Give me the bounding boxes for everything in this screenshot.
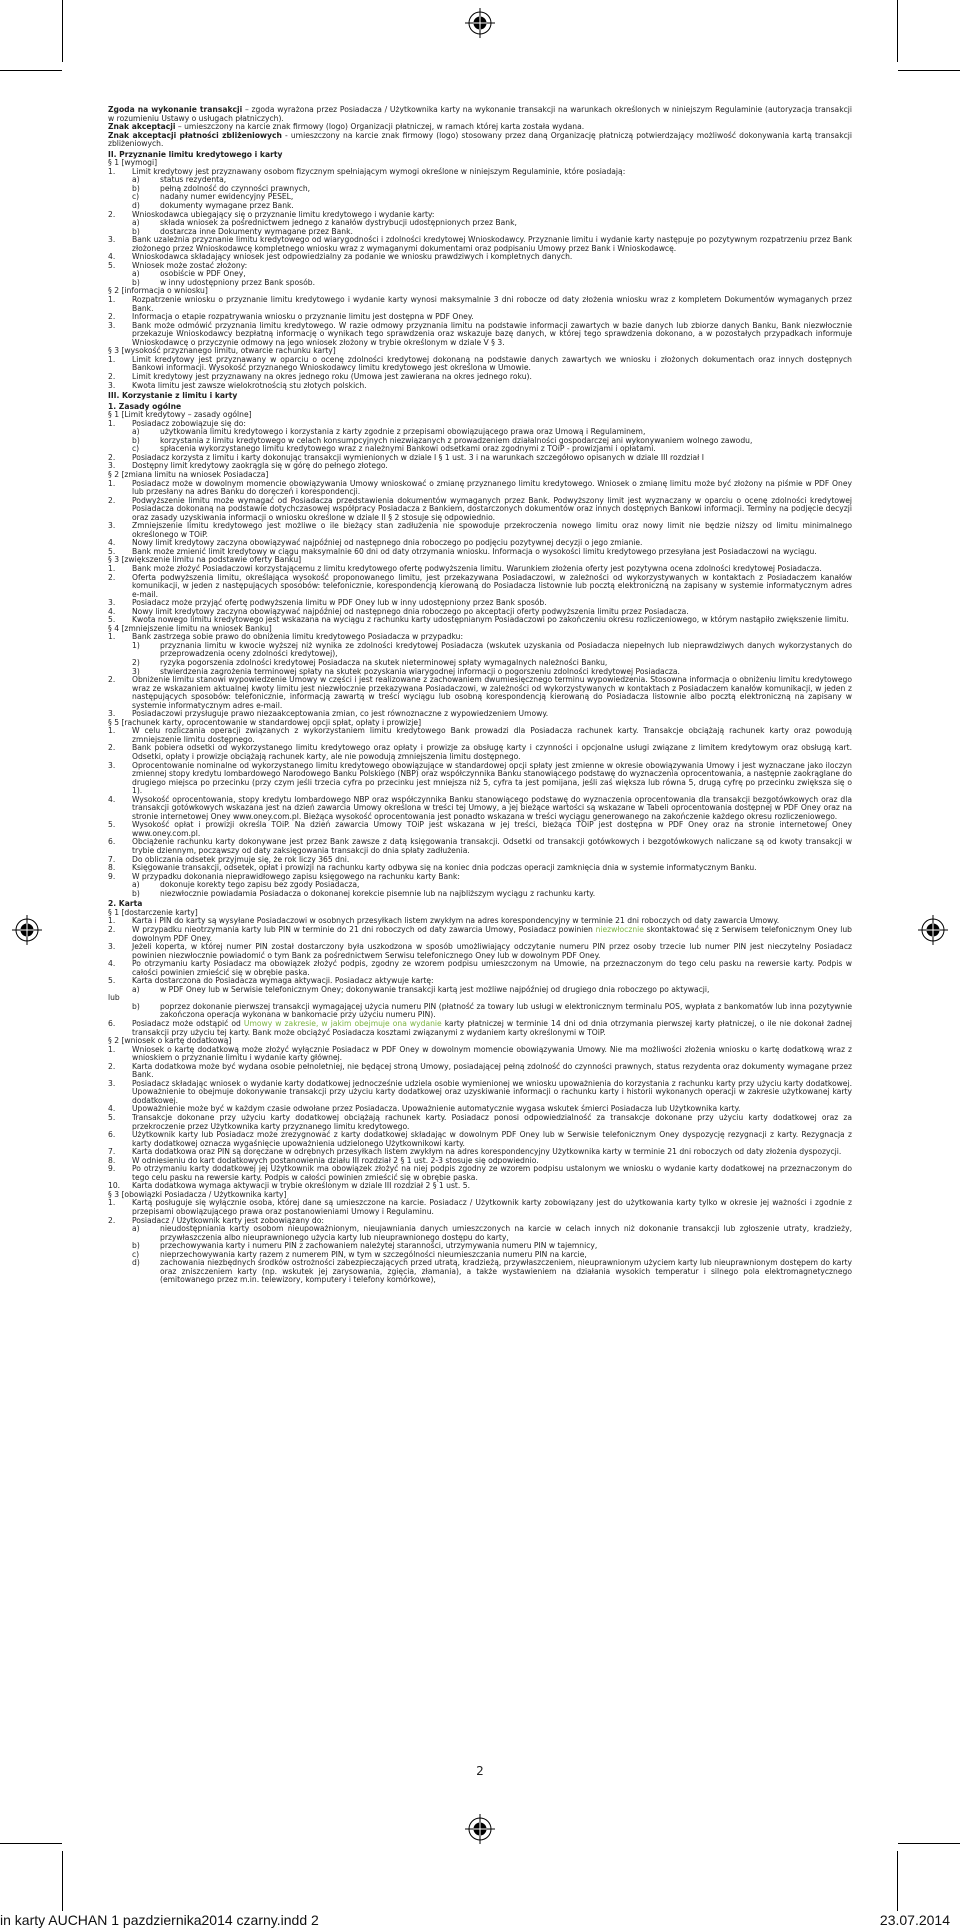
item-text: Karta dodatkowa wymaga aktywacji w trybie określonym w dziale III rozdział 2 § 1 ust. 5.	[132, 1181, 470, 1191]
item-text: status rezydenta,	[160, 175, 227, 185]
item-number: 3.	[108, 235, 116, 245]
definition-text: – umieszczony na karcie znak firmowy (logo) Organizacji płatniczej, w ramach której karta została wydana.	[175, 122, 585, 132]
item-text: dokumenty wymagane przez Bank.	[160, 201, 294, 211]
item-number: 5.	[108, 260, 116, 270]
item-text: Dostępny limit kredytowy zaokrągla się w górę do pełnego złotego.	[132, 461, 388, 471]
item-text: Bank może złożyć Posiadaczowi korzystającemu z limitu kredytowego ofertę podwyższenia limitu. Warunkiem złożenia oferty jest pozytywna ocena zdolności kredytowej Posiadacza.	[132, 563, 822, 573]
crop-mark	[897, 1851, 898, 1911]
item-number: 5.	[108, 820, 116, 830]
item-text: nieprzechowywania karty razem z numerem PIN, w tym w szczególności nieumieszczania numeru PIN na karcie,	[160, 1249, 587, 1259]
item-text: Upoważnienie może być w każdym czasie odwołane przez Posiadacza. Upoważnienie automatycznie wygasa wskutek śmierci Posiadacza lub Użytkownika karty.	[132, 1104, 741, 1114]
item-number: 2.	[108, 1061, 116, 1071]
list-item	[108, 1199, 852, 1216]
item-text: Posiadacz może w dowolnym momencie obowiązywania Umowy wnioskować o zmianę przyznanego limitu kredytowego. Wniosek o zmianę limitu może być złożony na piśmie w PDF Oney lub przesłany na adres Banku do doręczeń i korespondencji.	[132, 478, 852, 497]
item-text: przyznania limitu w kwocie wyższej niż wynika ze zdolności kredytowej Posiadacza (wskutek uzyskania od Posiadacza niepełnych lub nieprawdziwych danych wykorzystanych do przeprowadzenia oceny zdolności kredytowej),	[160, 640, 852, 659]
item-text: Oprocentowanie nominalne od wykorzystanego limitu kredytowego obowiązujące w standardowej opcji spłaty jest zmienne w okresie obowiązywania Umowy i jest wyznaczane jako iloczyn zmiennej stopy kredytu lombardowego Narodowego Banku Polskiego (NBP) oraz współczynnika Banku stanowiącego podstawę do wyznaczenia oprocentowania, a następnie zaokrąglane do drugiego miejsca po przecinku (przy czym jeśli trzecia cyfra po przecinku jest mniejsza niż 5, cyfra ta jest pomijana, jeśli zaś większa lub równa 5, drugą cyfrę po przecinku zwiększa się o 1).	[132, 760, 852, 796]
paragraph: § 5 [rachunek karty, oprocentowanie w standardowej opcji spłat, opłaty i prowizje]	[108, 717, 422, 727]
paragraph: § 2 [wniosek o kartę dodatkową]	[108, 1036, 232, 1046]
item-number: a)	[132, 984, 140, 994]
defined-term: Znak akceptacji płatności zbliżeniowych	[108, 130, 282, 140]
list-item	[108, 322, 852, 348]
item-number: 7.	[108, 1147, 116, 1157]
list-item	[108, 1020, 852, 1037]
item-number: 7.	[108, 854, 116, 864]
footer-filename: in karty AUCHAN 1 pazdziernika2014 czarny.indd 2	[0, 1912, 319, 1928]
item-text: niezwłocznie powiadamia Posiadacza o dokonanej korekcie pisemnie lub na najbliższym wyciągu z rachunku karty.	[160, 888, 596, 898]
item-number: b)	[132, 435, 140, 445]
item-text: Posiadaczowi przysługuje prawo niezaakceptowania zmian, co jest równoznaczne z wypowiedzeniem Umowy.	[132, 709, 549, 719]
item-number: 1.	[108, 418, 116, 428]
item-text: Limit kredytowy jest przyznawany na okres jednego roku (Umowa jest zawierana na okres jednego roku).	[132, 371, 532, 381]
item-text: Wniosek o kartę dodatkową może złożyć wyłącznie Posiadacz w PDF Oney w dowolnym momencie obowiązywania Umowy. Nie ma możliwości złożenia wniosku o kartę dodatkową wraz z wnioskiem o przyznanie limitu i wydanie karty głównej.	[132, 1044, 852, 1063]
item-text-part: Posiadacz może odstąpić od	[132, 1018, 244, 1028]
item-number: c)	[132, 1249, 140, 1259]
item-number: 2.	[108, 495, 116, 505]
item-text: ryzyka pogorszenia zdolności kredytowej Posiadacza na skutek nieterminowej spłaty wymagalnych należności Banku,	[160, 658, 608, 667]
crop-mark	[0, 70, 62, 71]
item-text: Posiadacz zobowiązuje się do:	[132, 418, 246, 428]
list-item	[108, 497, 852, 523]
list-item	[108, 821, 852, 838]
list-item	[108, 382, 852, 391]
item-text: Wniosek może zostać złożony:	[132, 260, 248, 270]
section-heading: II. Przyznanie limitu kredytowego i karty	[108, 149, 283, 159]
list-item	[108, 926, 852, 943]
highlighted-text: Umowy w zakresie, w jakim obejmuje ona wydanie	[243, 1018, 442, 1028]
registration-mark-bottom	[465, 1814, 495, 1844]
item-text: Bank uzależnia przyznanie limitu kredytowego od wiarygodności i zdolności kredytowej Wnioskodawcy. Przyznanie limitu i wydanie karty następuje po pozytywnym rozpatrzeniu przez Bank złożonego przez Wnioskodawcę kompletnego wniosku wraz z wymaganymi dokumentami oraz podpisaniu Umowy przez Bank i Wnioskodawcę.	[132, 235, 852, 253]
defined-term: Znak akceptacji	[108, 122, 176, 132]
item-number: c)	[132, 444, 140, 454]
item-number: 2.	[108, 675, 116, 685]
item-text-part: skontaktować się z Serwisem telefonicznym Oney lub dowolnym PDF Oney.	[132, 924, 852, 943]
paragraph: § 4 [zmniejszenie limitu na wniosek Banku]	[108, 623, 272, 633]
item-text: dostarcza inne Dokumenty wymagane przez Bank.	[160, 226, 353, 236]
item-number: 3.	[108, 320, 116, 330]
crop-mark	[0, 1843, 62, 1844]
crop-mark	[62, 1851, 63, 1911]
item-text: poprzez dokonanie pierwszej transakcji wymagającej użycia numeru PIN (płatność za towary lub usługi w elektronicznym terminalu POS, wypłata z bankomatów lub inna pozytywnie zakończona operacja wykonana w bankomacie przy użyciu numeru PIN).	[160, 1001, 852, 1020]
item-number: 5.	[108, 976, 116, 986]
item-text: użytkowania limitu kredytowego i korzystania z karty zgodnie z przepisami obowiązującego prawa oraz Umową i Regulaminem,	[160, 427, 646, 437]
item-number: 5.	[108, 615, 116, 625]
item-number: 3)	[132, 666, 140, 676]
sub-list-item	[108, 890, 852, 899]
item-text: Wysokość oprocentowania, stopy kredytu lombardowego NBP oraz współczynnika Banku stanowiącego podstawę do wyznaczenia oprocentowania dla transakcji bezgotówkowych oraz dla transakcji gotówkowych wskazana jest na dzień zawarcia Umowy określona w treści tej Umowy, a jej bieżące wartości są wskazane w Tabeli oprocentowania dostępnej w PDF Oney oraz na stronie internetowej Oney www.oney.com.pl. Bieżąca wysokość oprocentowania jest ponadto wskazana w treści wyciągu generowanego na zakończenie każdego okresu rozliczeniowego.	[132, 794, 852, 821]
item-text: Nowy limit kredytowy zaczyna obowiązywać najpóźniej od następnego dnia roboczego po podjęciu pozytywnej decyzji o jego zmianie.	[132, 538, 643, 548]
list-item	[108, 574, 852, 600]
item-text: Wnioskodawca ubiegający się o przyznanie limitu kredytowego i wydanie karty:	[132, 209, 435, 219]
list-item	[108, 762, 852, 796]
definition-text: – zgoda wyrażona przez Posiadacza / Użytkownika karty na wykonanie transakcji na warunkach określonych w niniejszym Regulaminie (autoryzacja transakcji w rozumieniu Ustawy o usługach płatniczych).	[108, 105, 852, 123]
list-item	[108, 744, 852, 761]
item-text: W celu rozliczania operacji związanych z wykorzystaniem limitu kredytowego Bank prowadzi dla Posiadacza rachunek karty. Transakcje obciążają rachunek karty oraz powodują zmniejszenie limitu dostępnego.	[132, 726, 852, 744]
list-item	[108, 356, 852, 373]
sub-list-item	[108, 642, 852, 659]
item-text: Po otrzymaniu karty Posiadacz ma obowiązek złożyć podpis, zgodny ze wzorem podpisu umieszczonym na Umowie, na przeznaczonym do tego celu pasku na rewersie karty. Podpis w całości powinien zmieścić się w obrębie paska.	[132, 959, 852, 977]
list-item	[108, 296, 852, 313]
item-text	[132, 926, 852, 943]
item-text: Karta i PIN do karty są wysyłane Posiadaczowi w osobnych przesyłkach listem zwykłym na adres korespondencyjny w terminie 21 dni roboczych od daty zawarcia Umowy.	[132, 916, 780, 926]
item-number: 1.	[108, 1044, 116, 1054]
item-number: b)	[132, 277, 140, 287]
item-number: b)	[132, 1001, 140, 1011]
item-number: 1.	[108, 726, 116, 736]
item-text: Limit kredytowy jest przyznawany osobom fizycznym spełniającym wymogi określone w niniejszym Regulaminie, które posiadają:	[132, 166, 626, 176]
sub-list-item	[108, 986, 852, 995]
item-number: 6.	[108, 1130, 116, 1140]
item-text: Karta dodatkowa oraz PIN są doręczane w odrębnych przesyłkach listem zwykłym na adres korespondencyjny Użytkownika karty w terminie 21 dni roboczych od daty złożenia dyspozycji.	[132, 1147, 842, 1157]
paragraph: § 1 [Limit kredytowy – zasady ogólne]	[108, 410, 252, 420]
item-text: Transakcje dokonane przy użyciu karty dodatkowej obciążają rachunek karty. Posiadacz ponosi odpowiedzialność za transakcje dokonane przy użyciu karty dodatkowej oraz za przekroczenie przez Użytkownika karty przyznanego limitu kredytowego.	[132, 1112, 852, 1131]
item-text: korzystania z limitu kredytowego w celach konsumpcyjnych niezwiązanych z prowadzeniem działalności gospodarczej ani wykonywaniem wolnego zawodu,	[160, 435, 753, 445]
item-number: 3.	[108, 760, 116, 770]
item-number: 9.	[108, 871, 116, 881]
item-text: Kwota nowego limitu kredytowego jest wskazana na wyciągu z rachunku karty udostępnianym Posiadaczowi po zakończeniu okresu rozliczeniowego, w którym nastąpiło zwiększenie limitu.	[132, 615, 849, 625]
item-number: 4.	[108, 1104, 116, 1114]
item-text: Posiadacz może przyjąć ofertę podwyższenia limitu w PDF Oney lub w inny udostępniony przez Bank sposób.	[132, 598, 547, 608]
item-text: pełną zdolność do czynności prawnych,	[160, 183, 311, 193]
item-number: a)	[132, 269, 140, 279]
list-item	[108, 796, 852, 822]
item-text: Podwyższenie limitu może wymagać od Posiadacza przedstawienia dokumentów wymaganych przez Bank. Podwyższony limit jest wyznaczany w oparciu o ocenę zdolności kredytowej Posiadacza dokonaną na podstawie dotychczasowej współpracy Posiadacza z Bankiem, dostarczonych dokumentów oraz innych dostępnych Bankowi informacji. Terminy na podjęcie decyzji oraz zasady uzyskiwania informacji o wniosku określone w dziale II § 2 stosuje się odpowiednio.	[132, 495, 852, 522]
item-number: 1)	[132, 640, 140, 650]
item-number: 4.	[108, 538, 116, 548]
item-number: 3.	[108, 1078, 116, 1088]
item-number: 4.	[108, 606, 116, 616]
list-item	[108, 1114, 852, 1131]
item-text: Posiadacz składając wniosek o wydanie karty dodatkowej jednocześnie udziela osobie wymienionej we wniosku upoważnienia do korzystania z rachunku karty przy użyciu karty dodatkowej. Upoważnienie to obejmuje dokonywanie transakcji przy użyciu karty dodatkowej oraz uzyskiwanie informacji o rachunku karty i historii wykonanych operacji w zakresie użytkowanej karty dodatkowej.	[132, 1078, 852, 1105]
crop-mark	[898, 70, 960, 71]
item-number: 8.	[108, 1155, 116, 1165]
paragraph: § 3 [zwiększenie limitu na podstawie oferty Banku]	[108, 555, 302, 565]
list-item	[108, 1131, 852, 1148]
item-number: c)	[132, 192, 140, 202]
item-number: 2)	[132, 658, 140, 667]
item-number: 5.	[108, 1112, 116, 1122]
crop-mark	[898, 1843, 960, 1844]
item-text: Wysokość opłat i prowizji określa TOiP. Na dzień zawarcia Umowy TOiP jest wskazana w jej treści, bieżąca TOiP jest dostępna w PDF Oney oraz na stronie internetowej Oney www.oney.com.pl.	[132, 820, 852, 838]
list-item	[108, 838, 852, 855]
item-text: W przypadku dokonania nieprawidłowego zapisu księgowego na rachunku karty Bank:	[132, 871, 460, 881]
item-text: Bank może odmówić przyznania limitu kredytowego. W razie odmowy przyznania limitu na podstawie informacji zawartych w bazie danych lub zbiorze danych Banku, Bank niezwłocznie przekazuje Wnioskodawcy bezpłatną informację o wynikach tego sprawdzenia oraz wskazuje bazę danych, w której tego sprawdzenia dokonano, a w pozostałych przypadkach informuje Wnioskodawcę o przyczynie odmowy na jego wniosek złożony w trybie określonym w dziale V § 3.	[132, 320, 852, 347]
paragraph: § 3 [wysokość przyznanego limitu, otwarcie rachunku karty]	[108, 346, 336, 356]
item-number: 1.	[108, 1198, 116, 1208]
item-text: Informacja o etapie rozpatrywania wniosku o przyznanie limitu jest dostępna w PDF Oney.	[132, 312, 474, 322]
item-number: a)	[132, 880, 140, 890]
item-text: stwierdzenia zagrożenia terminowej spłaty na skutek pozyskania wiarygodnej informacji o pogorszeniu zdolności kredytowej Posiadacza.	[160, 666, 680, 676]
paragraph	[108, 106, 852, 123]
item-text: spłacenia wykorzystanego limitu kredytowego wraz z należnymi Bankowi odsetkami oraz zgodnymi z TOiP - prowizjami i opłatami.	[160, 444, 656, 454]
item-text: Do obliczania odsetek przyjmuje się, że rok liczy 365 dni.	[132, 854, 350, 864]
item-text: Wnioskodawca składający wniosek jest odpowiedzialny za podanie we wniosku prawdziwych i kompletnych danych.	[132, 252, 573, 262]
sub-list-item	[108, 1225, 852, 1242]
item-number: 3.	[108, 380, 116, 390]
item-number: 2.	[108, 312, 116, 322]
item-number: 1.	[108, 632, 116, 642]
list-item	[108, 522, 852, 539]
item-text: składa wniosek za pośrednictwem jednego z kanałów dystrybucji udostępnionych przez Bank,	[160, 218, 517, 228]
item-number: 4.	[108, 959, 116, 969]
item-text: Obniżenie limitu stanowi wypowiedzenie Umowy w części i jest realizowane z zachowaniem dwumiesięcznego terminu wypowiedzenia. Stosowna informacja o obniżeniu limitu kredytowego wraz ze wskazaniem aktualnej kwoty limitu jest niezwłocznie przekazywana Posiadaczowi, w zależności od wykorzystywanych w kontaktach z Posiadaczem kanałów komunikacji, w jeden z następujących sposobów: telefonicznie, informacją zawartą w treści wyciągu lub osobną korespondencją kierowaną do Posiadacza listownie albo pocztą elektroniczną na zapisany w systemie informatycznym adres e-mail.	[132, 675, 852, 710]
item-number: 2.	[108, 1215, 116, 1225]
item-text: Posiadacz / Użytkownik karty jest zobowiązany do:	[132, 1215, 324, 1225]
list-item	[108, 1046, 852, 1063]
list-item	[108, 236, 852, 253]
list-item	[108, 676, 852, 710]
item-number: 2.	[108, 743, 116, 753]
item-number: 2.	[108, 572, 116, 582]
item-text: Limit kredytowy jest przyznawany w oparciu o ocenę zdolności kredytowej dokonaną na podstawie danych zawartych we wniosku i złożonych dokumentach oraz innych dostępnych Bankowi informacji. Wysokość przyznanego Wnioskodawcy limitu kredytowego jest określona w Umowie.	[132, 354, 852, 373]
item-text: dokonuje korekty tego zapisu bez zgody Posiadacza,	[160, 880, 360, 890]
item-text: nadany numer ewidencyjny PESEL,	[160, 192, 294, 202]
item-number: 1.	[108, 295, 116, 305]
item-number: 2.	[108, 371, 116, 381]
item-text: Bank może zmienić limit kredytowy w ciągu maksymalnie 60 dni od daty otrzymania wniosku. Informacja o wysokości limitu kredytowego przesyłana jest Posiadaczowi na wyciągu.	[132, 546, 817, 556]
paragraph: § 3 [obowiązki Posiadacza / Użytkownika karty]	[108, 1189, 287, 1199]
item-number: 1.	[108, 478, 116, 488]
item-text	[132, 1020, 852, 1037]
item-text: Posiadacz korzysta z limitu i karty dokonując transakcji wymienionych w dziale I § 1 ust. 3 i na warunkach szczegółowo opisanych w dziale III rozdział I	[132, 452, 704, 462]
list-item	[108, 1165, 852, 1182]
item-number: a)	[132, 175, 140, 185]
footer-date: 23.07.2014	[879, 1912, 950, 1928]
item-text: Oferta podwyższenia limitu, określająca wysokość proponowanego limitu, jest przekazywana Posiadaczowi, w zależności od wykorzystywanych w kontaktach z Posiadaczem kanałów komunikacji, w jeden z następujących sposobów: telefonicznie, korespondencją kierowaną do Posiadacza listownie lub pocztą elektroniczną na zapisany w systemie informatycznym adres e-mail.	[132, 572, 852, 599]
registration-mark-top	[465, 8, 495, 38]
item-number: 9.	[108, 1164, 116, 1174]
item-number: 8.	[108, 863, 116, 873]
crop-mark	[897, 0, 898, 62]
page-number: 2	[476, 1764, 484, 1778]
item-text-part: karty płatniczej w terminie 14 dni od dnia otrzymania pierwszej karty płatniczej, o ile nie dokonał żadnej transakcji przy użyciu tej karty. Bank może obciążyć Posiadacza kosztami związanymi z wydaniem karty określonymi w TOiP.	[132, 1018, 853, 1037]
item-number: d)	[132, 1258, 140, 1268]
item-number: 1.	[108, 563, 116, 573]
paragraph: lub	[108, 993, 120, 1003]
item-text-part: W przypadku nieotrzymania karty lub PIN w terminie do 21 dni roboczych od daty zawarcia Umowy, Posiadacz powinien	[132, 924, 596, 934]
item-text: Bank pobiera odsetki od wykorzystanego limitu kredytowego oraz opłaty i prowizje za obsługę karty i czynności i opcjonalne usługi związane z limitem kredytowym oraz obsługą kart. Odsetki, opłaty i prowizje obciążają rachunek karty, ale nie powodują zmniejszenia limitu dostępnego.	[132, 743, 852, 762]
item-number: b)	[132, 888, 140, 898]
item-text: przechowywania karty i numeru PIN z zachowaniem należytej staranności, utrzymywania numeru PIN w tajemnicy,	[160, 1241, 598, 1251]
item-number: 3.	[108, 461, 116, 471]
item-text: Jeżeli koperta, w której numer PIN został dostarczony była uszkodzona w sposób umożliwiający odczytanie numeru PIN przez osoby trzecie lub numer PIN jest nieczytelny Posiadacz powinien niezwłocznie powiadomić o tym Bank za pośrednictwem Serwisu telefonicznego Oney lub w dowolnym PDF Oney.	[132, 942, 852, 960]
item-number: 2.	[108, 924, 116, 934]
item-number: b)	[132, 226, 140, 236]
item-text: w PDF Oney lub w Serwisie telefonicznym Oney; dokonywanie transakcji kartą jest możliwe najpóźniej od drugiego dnia roboczego po aktywacji,	[160, 984, 710, 994]
definition-text: - umieszczony na karcie znak firmowy (logo) stosowany przez daną Organizację płatniczą potwierdzający możliwość dokonywania kartą transakcji zbliżeniowych.	[108, 130, 852, 149]
item-number: b)	[132, 183, 140, 193]
item-text: Karta dodatkowa może być wydana osobie pełnoletniej, nie będącej stroną Umowy, posiadającej pełną zdolność do czynności prawnych, status rezydenta oraz dokumenty wymagane przez Bank.	[132, 1061, 852, 1080]
item-text: Obciążenie rachunku karty dokonywane jest przez Bank zawsze z datą księgowania transakcji. Odsetki od transakcji gotówkowych i bezgotówkowych naliczane są od kwoty transakcji w trybie dziennym, począwszy od daty zaksięgowania transakcji do dnia spłaty zadłużenia.	[132, 837, 852, 856]
item-number: 1.	[108, 166, 116, 176]
list-item	[108, 727, 852, 744]
item-number: 3.	[108, 521, 116, 531]
item-text: w inny udostępniony przez Bank sposób.	[160, 277, 316, 287]
item-text: osobiście w PDF Oney,	[160, 269, 246, 279]
list-item	[108, 943, 852, 960]
paragraph	[108, 132, 852, 149]
item-number: 1.	[108, 916, 116, 926]
crop-mark	[62, 0, 63, 62]
item-number: 3.	[108, 942, 116, 952]
item-text: Karta dostarczona do Posiadacza wymaga aktywacji. Posiadacz aktywuje kartę:	[132, 976, 434, 986]
sub-list-item	[108, 279, 852, 288]
paragraph: § 1 [wymogi]	[108, 158, 158, 168]
list-item	[108, 480, 852, 497]
item-number: a)	[132, 427, 140, 437]
section-heading: 2. Karta	[108, 899, 143, 909]
item-number: a)	[132, 1224, 140, 1234]
item-number: 10.	[108, 1181, 121, 1191]
item-text: W odniesieniu do kart dodatkowych postanowienia działu III rozdział 2 § 1 ust. 2-3 stosuje się odpowiednio.	[132, 1155, 539, 1165]
item-number: 6.	[108, 837, 116, 847]
item-text: Kwota limitu jest zawsze wielokrotnością stu złotych polskich.	[132, 380, 367, 390]
list-item	[108, 1080, 852, 1106]
item-text: Rozpatrzenie wniosku o przyznanie limitu kredytowego i wydanie karty wynosi maksymalnie 3 dni robocze od daty złożenia wniosku wraz z kompletem Dokumentów wymaganych przez Bank.	[132, 295, 852, 313]
item-number: 2.	[108, 209, 116, 219]
section-heading: 1. Zasady ogólne	[108, 401, 182, 411]
item-text: zachowania niezbędnych środków ostrożności zabezpieczających przed utratą, kradzieżą, przywłaszczeniem, nieuprawnionym użyciem karty lub nieuprawnionym dostępem do karty oraz zniszczeniem karty (np. wskutek jej zarysowania, zgięcia, złamania), a także wystawieniem na działania wysokich temperatur i silnego pola elektromagnetycznego (emitowanego przez m.in. telewizory, komputery i telefony komórkowe),	[160, 1258, 852, 1285]
paragraph: § 1 [dostarczenie karty]	[108, 907, 198, 917]
registration-mark-right	[918, 915, 948, 945]
item-text: Nowy limit kredytowy zaczyna obowiązywać najpóźniej od następnego dnia roboczego po akceptacji oferty podwyższenia limitu przez Posiadacza.	[132, 606, 689, 616]
item-number: 3.	[108, 709, 116, 719]
sub-list-item	[108, 1003, 852, 1020]
item-number: 6.	[108, 1018, 116, 1028]
item-number: d)	[132, 201, 140, 211]
defined-term: Zgoda na wykonanie transakcji	[108, 105, 243, 114]
registration-mark-left	[12, 915, 42, 945]
item-text: Kartą posługuje się wyłącznie osoba, której dane są umieszczone na karcie. Posiadacz / Użytkownik karty zobowiązany jest do użytkowania karty tylko w okresie jej ważności i zgodnie z przepisami obowiązującego prawa oraz postanowieniami Umowy i Regulaminu.	[132, 1198, 852, 1216]
sub-list-item	[108, 1259, 852, 1285]
list-item	[108, 960, 852, 977]
item-number: b)	[132, 1241, 140, 1251]
highlighted-text: niezwłocznie	[595, 924, 644, 934]
item-number: 1.	[108, 354, 116, 364]
item-number: 3.	[108, 598, 116, 608]
item-number: 4.	[108, 252, 116, 262]
item-number: 2.	[108, 452, 116, 462]
item-text: nieudostępniania karty osobom nieupoważnionym, nieujawniania danych umieszczonych na karcie w celach innych niż dokonanie transakcji lub zgłoszenie utraty, kradzieży, przywłaszczenia albo nieuprawnionego użycia karty lub nieuprawnionego dostępu do karty,	[160, 1224, 852, 1242]
item-number: a)	[132, 218, 140, 228]
section-heading: III. Korzystanie z limitu i karty	[108, 391, 238, 401]
item-text: Po otrzymaniu karty dodatkowej jej Użytkownik ma obowiązek złożyć na niej podpis zgodny ze wzorem podpisu ustalonym we wniosku o wydanie karty dodatkowej na przeznaczonym do tego celu pasku na rewersie karty. Podpis w całości powinien zmieścić się w obrębie paska.	[132, 1164, 852, 1182]
regulation-text	[108, 106, 852, 1285]
item-text: Księgowanie transakcji, odsetek, opłat i prowizji na rachunku karty odbywa się na koniec dnia podczas operacji zamknięcia dnia w systemie informatycznym Banku.	[132, 863, 757, 873]
item-text: Bank zastrzega sobie prawo do obniżenia limitu kredytowego Posiadacza w przypadku:	[132, 632, 464, 642]
item-number: 5.	[108, 546, 116, 556]
item-text: Zmniejszenie limitu kredytowego jest możliwe o ile bieżący stan zadłużenia nie spowoduje przekroczenia nowego limitu oraz nowy limit nie będzie niższy od limitu minimalnego określonego w TOiP.	[132, 521, 852, 539]
item-number: 4.	[108, 794, 116, 804]
item-text: Użytkownik karty lub Posiadacz może zrezygnować z karty dodatkowej składając w dowolnym PDF Oney lub w Serwisie telefonicznym Oney dyspozycję rezygnacji z karty. Rezygnacja z karty dodatkowej oznacza wygaśnięcie upoważnienia udzielonego Użytkownikowi karty.	[132, 1130, 852, 1148]
paragraph: § 2 [zmiana limitu na wniosek Posiadacza]	[108, 469, 269, 479]
list-item	[108, 1063, 852, 1080]
paragraph: § 2 [informacja o wniosku]	[108, 286, 208, 296]
